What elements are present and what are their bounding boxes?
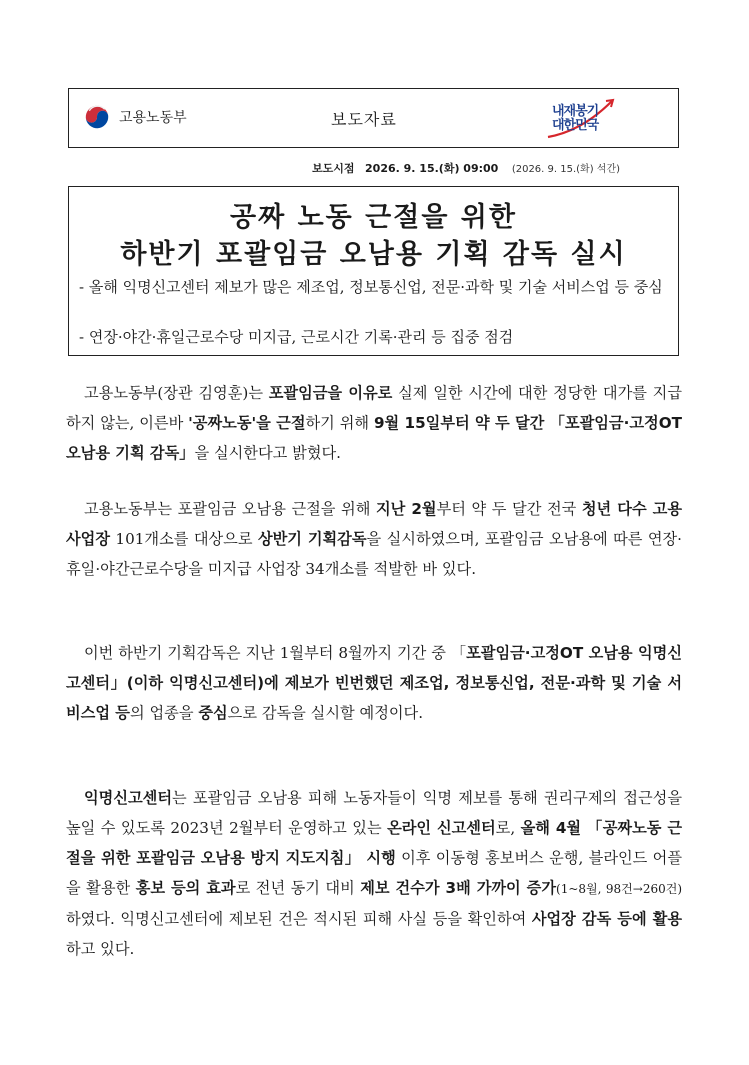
press-header-box — [68, 88, 679, 148]
bold-run: 올해 4월 「공짜노동 근절을 위한 포괄임금 오남용 방지 지도지침」 시행 — [66, 819, 682, 867]
bold-run: 익명신고센터 — [84, 789, 173, 807]
bold-run: 9월 15일부터 약 두 달간 「포괄임금·고정OT 오남용 기획 감독」 — [66, 414, 682, 462]
body-paragraph-4 — [66, 783, 682, 964]
title-box — [68, 186, 679, 356]
doc-type-label: 보도자료 — [331, 110, 397, 129]
headline-line2: 하반기 포괄임금 오남용 기획 감독 실시 — [120, 239, 627, 270]
bold-run: 포괄임금·고정OT 오남용 익명신고센터 — [66, 644, 682, 692]
text-run: 의 업종을 — [129, 704, 199, 722]
subheadline-1: - 올해 익명신고센터 제보가 많은 제조업, 정보통신업, 전문·과학 및 기술 서비스업 등 중심 — [79, 278, 663, 296]
bold-run: '공짜노동'을 근절 — [188, 414, 306, 432]
text-run: 로 전년 동기 대비 — [235, 879, 361, 897]
slogan-line1: 내재봉기 — [552, 104, 599, 119]
body-paragraph-1 — [66, 378, 682, 468]
body-paragraph-3 — [66, 638, 682, 728]
release-time — [312, 160, 620, 176]
slogan-logo — [542, 97, 618, 139]
subheadline-2: - 연장·야간·휴일근로수당 미지급, 근로시간 기록·관리 등 집중 점검 — [79, 328, 514, 346]
text-run: 하였다. 익명신고센터에 제보된 건은 적시된 피해 사실 등을 확인하여 — [66, 910, 532, 928]
text-run: 실제 일한 시간에 대한 정당한 대가를 지급하지 않는, 이른바 — [66, 384, 683, 432]
text-run: 부터 약 두 달간 전국 — [436, 500, 582, 518]
slogan-line2: 대한민국 — [552, 118, 599, 133]
headline-line1: 공짜 노동 근절을 위한 — [230, 202, 517, 233]
bold-run: 온라인 신고센터 — [387, 819, 496, 837]
bold-run: 청년 다수 고용 사업장 — [66, 500, 682, 548]
text-run: 하기 위해 — [305, 414, 374, 432]
text-run: 101개소를 대상으로 — [110, 530, 258, 548]
text-run: 하고 있다. — [66, 940, 135, 958]
text-run: 을 실시하였으며, 포괄임금 오남용에 따른 연장·휴일·야간근로수당을 미지급 사업장 34개소를 적발한 바 있다. — [66, 530, 683, 578]
text-run: 이후 이동형 홍보버스 운행, 블라인드 어플을 활용한 — [66, 849, 683, 897]
bold-run: 지난 2월 — [375, 500, 437, 518]
bold-run: 」(이하 익명신고센터)에 제보가 빈번했던 제조업, 정보통신업, 전문·과학 및 기술 서비스업 등 — [66, 674, 682, 722]
taegeuk-emblem-icon — [83, 103, 111, 131]
body-paragraph-2 — [66, 494, 682, 584]
text-run: 고용노동부(장관 김영훈)는 — [84, 384, 269, 402]
release-embargo: (2026. 9. 15.(화) 석간) — [511, 164, 621, 175]
text-run: 로, — [495, 819, 521, 837]
text-run: 으로 감독을 실시할 예정이다. — [227, 704, 424, 722]
release-datetime: 2026. 9. 15.(화) 09:00 — [365, 162, 499, 175]
bold-run: 사업장 감독 등에 활용 — [531, 910, 683, 928]
bold-run: 홍보 등의 효과 — [135, 879, 236, 897]
text-run: 을 실시한다고 밝혔다. — [194, 444, 341, 462]
bold-run: 포괄임금을 이유로 — [268, 384, 393, 402]
small-run: (1~8월, 98건→260건) — [556, 882, 682, 896]
bold-run: 상반기 기획감독 — [257, 530, 367, 548]
release-label: 보도시점 — [312, 162, 355, 175]
text-run: 이번 하반기 기획감독은 지난 1월부터 8월까지 기간 중 「 — [84, 644, 467, 662]
ministry-logo — [83, 103, 187, 131]
text-run: 고용노동부는 포괄임금 오남용 근절을 위해 — [84, 500, 376, 518]
bold-run: 제보 건수가 3배 가까이 증가 — [360, 879, 557, 897]
bold-run: 중심 — [198, 704, 228, 722]
text-run: 는 포괄임금 오남용 피해 노동자들이 익명 제보를 통해 권리구제의 접근성을 높일 수 있도록 2023년 2월부터 운영하고 있는 — [66, 789, 682, 837]
ministry-name: 고용노동부 — [119, 110, 187, 126]
